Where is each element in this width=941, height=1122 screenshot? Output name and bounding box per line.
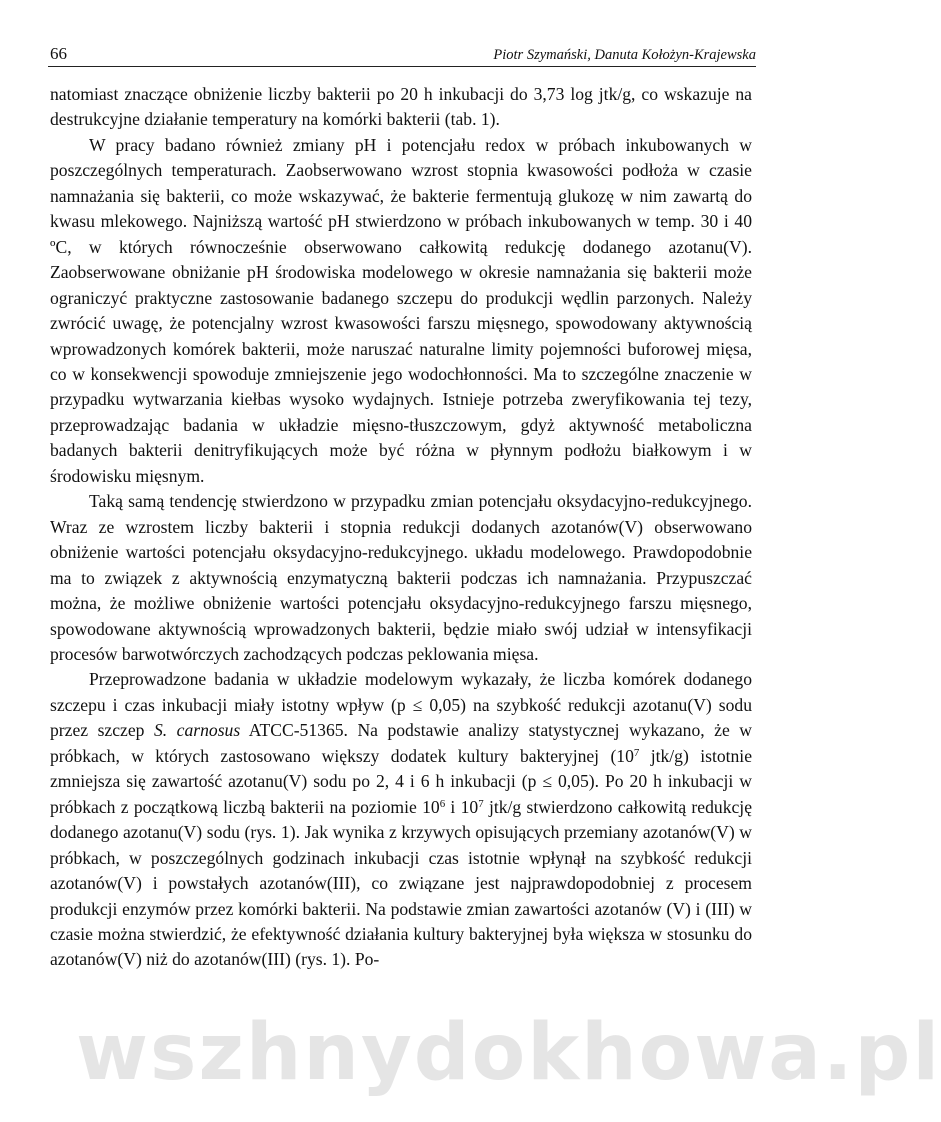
watermark: wszhnydokhowa.pl <box>76 1008 941 1098</box>
exponent-1: 7 <box>633 746 640 759</box>
paragraph-4-text-c: jtk/g) istotnie zmniejsza się zawartość azotanu(V) sodu po 2, 4 i 6 h inkubacji (p ≤ 0,05). Po 20 h inkubacji w próbkach z początkową liczbą bakterii na poziomie 10 <box>50 745 753 817</box>
paragraph-1: natomiast znaczące obniżenie liczby bakterii po 20 h inkubacji do 3,73 log jtk/g, co wskazuje na destrukcyjne działanie temperatury na komórki bakterii (tab. 1). <box>50 84 752 130</box>
page-header <box>48 38 756 67</box>
paragraph-4 <box>50 667 752 972</box>
article-body <box>50 82 752 973</box>
paragraph-2: W pracy badano również zmiany pH i potencjału redox w próbach inkubowanych w poszczególnych temperaturach. Zaobserwowano wzrost stopnia kwasowości podłoża w czasie namnażania się bakterii, co może wskazywać, że bakterie fermentują glukozę w nim zawartą do kwasu mlekowego. Najniższą wartość pH stwierdzono w próbach inkubowanych w temp. 30 i 40 ºC, w których równocześnie obserwowano całkowitą redukcję dodanego azotanu(V). Zaobserwowane obniżanie pH środowiska modelowego w okresie namnażania się bakterii może ograniczyć praktyczne zastosowanie badanego szczepu do produkcji wędlin parzonych. Należy zwrócić uwagę, że potencjalny wzrost kwasowości farszu mięsnego, spowodowany aktywnością wprowadzonych komórek bakterii, może naruszać naturalne limity pojemności buforowej mięsa, co w konsekwencji spowoduje zmniejszenie jego wodochłonności. Ma to szczególne znaczenie w przypadku wytwarzania kiełbas wysoko wydajnych. Istnieje potrzeba zweryfikowania tej tezy, przeprowadzając badania w układzie mięsno-tłuszczowym, gdyż aktywność metaboliczna badanych bakterii denitryfikujących może być różna w płynnym podłożu białkowym i w środowisku mięsnym. <box>50 134 752 486</box>
paragraph-4-text-a: Przeprowadzone badania w układzie modelowym wykazały, że liczba komórek dodanego szczepu i czas inkubacji miały istotny wpływ (p ≤ 0,05) na szybkość redukcji azotanu(V) sodu przez szczep <box>50 669 752 741</box>
paragraph-4-text-b: ATCC-51365. Na podstawie analizy statystycznej wykazano, że w próbkach, w których zastosowano większy dodatek kultury bakteryjnej (10 <box>50 720 752 766</box>
exponent-2: 6 <box>439 797 446 810</box>
page-number: 66 <box>50 44 67 63</box>
paragraph-3: Taką samą tendencję stwierdzono w przypadku zmian potencjału oksydacyjno-redukcyjnego. Wraz ze wzrostem liczby bakterii i stopnia redukcji dodanych azotanów(V) obserwowano obniżenie wartości potencjału oksydacyjno-redukcyjnego. układu modelowego. Prawdopodobnie ma to związek z aktywnością enzymatyczną bakterii podczas ich namnażania. Przypuszczać można, że możliwe obniżenie wartości potencjału oksydacyjno-redukcyjnego farszu mięsnego, spowodowane aktywnością wprowadzonych bakterii, będzie miało swój udział w intensyfikacji procesów barwotwórczych zachodzących podczas peklowania mięsa. <box>50 491 752 664</box>
species-name: S. carnosus <box>153 720 241 741</box>
exponent-3: 7 <box>478 797 484 810</box>
paragraph-4-text-d: i 10 <box>445 796 479 817</box>
paragraph-4-text-e: jtk/g stwierdzono całkowitą redukcję dodanego azotanu(V) sodu (rys. 1). Jak wynika z krzywych opisujących przemiany azotanów(V) w próbkach, w poszczególnych godzinach inkubacji czas istotnie wpłynął na szybkość redukcji azotanów(V) i powstałych azotanów(III), co związane jest najprawdopodobniej z procesem produkcji enzymów przez komórki bakterii. Na podstawie zmian zawartości azotanów (V) i (III) w czasie można stwierdzić, że efektywność działania kultury bakteryjnej była większa w stosunku do azotanów(V) niż do azotanów(III) (rys. 1). Po- <box>50 796 752 970</box>
running-head-authors: Piotr Szymański, Danuta Kołożyn-Krajewska <box>493 47 756 63</box>
